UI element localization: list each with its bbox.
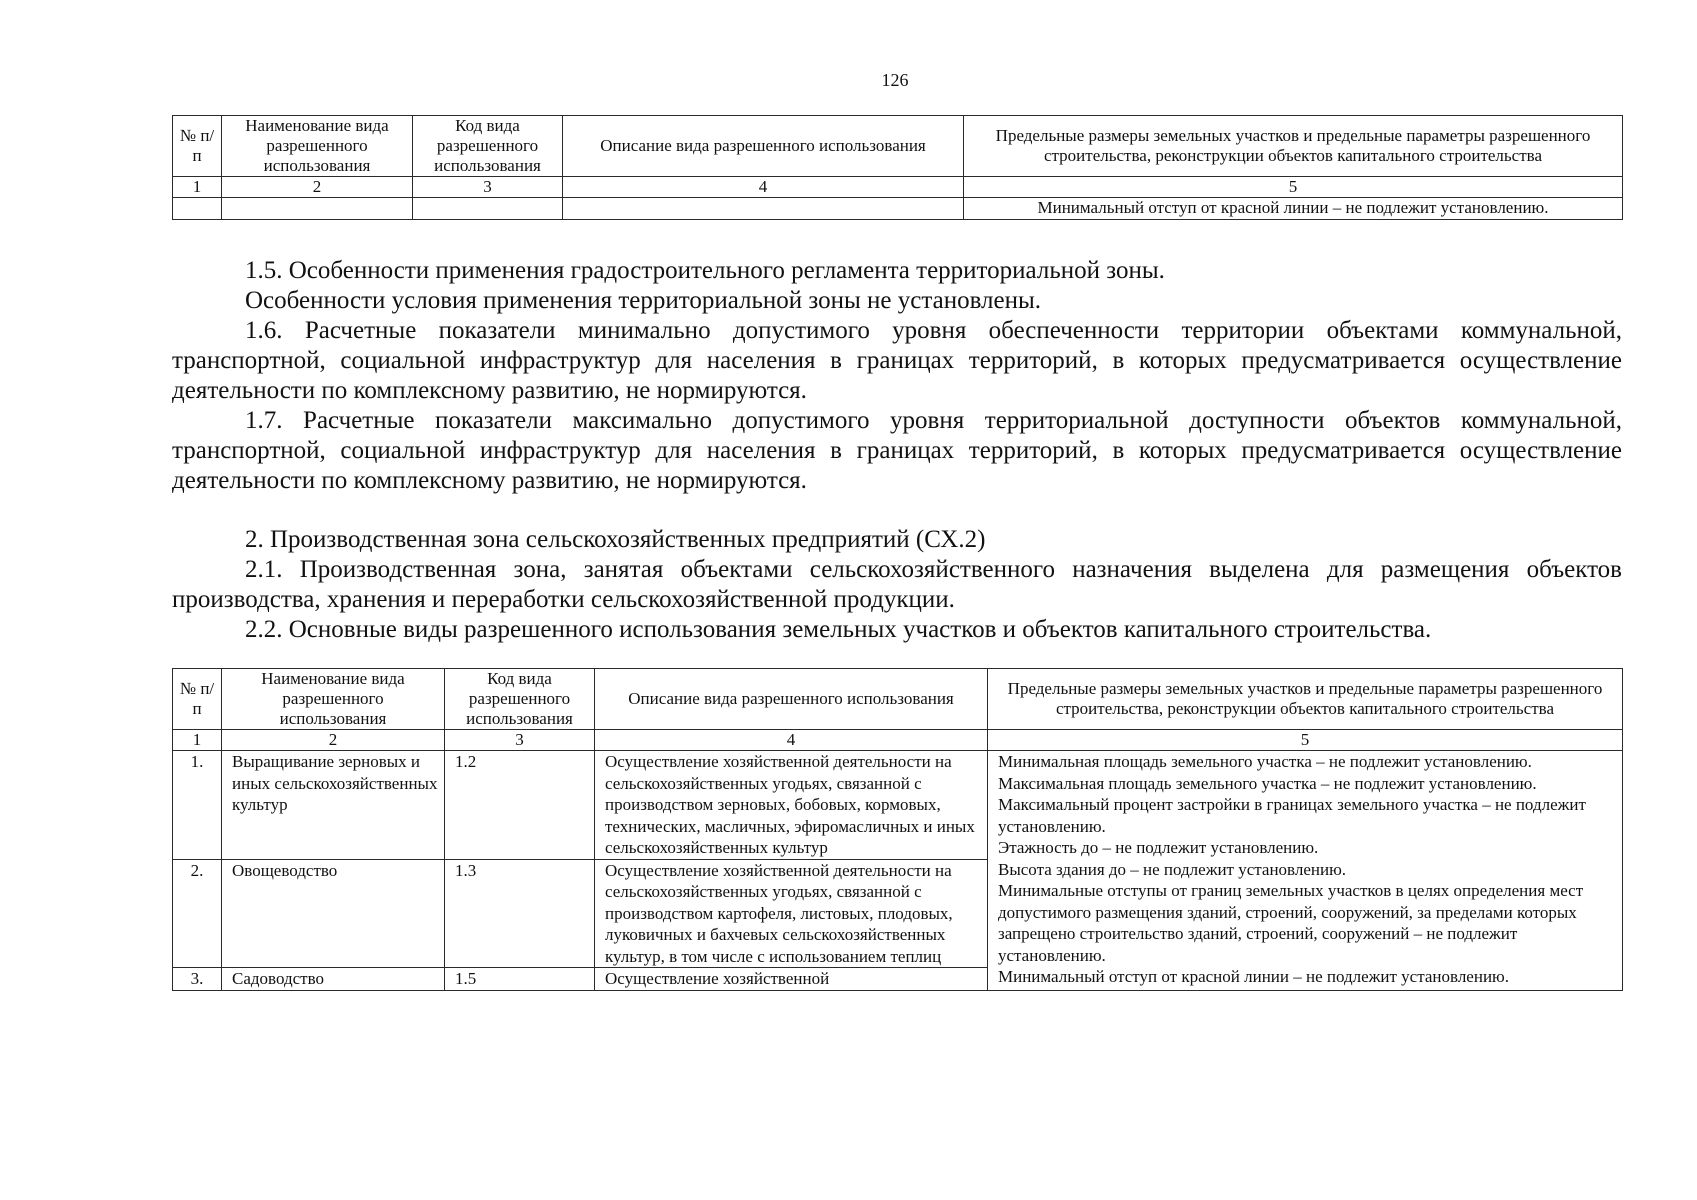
permitted-use-table-sx2 — [172, 668, 1623, 991]
limit-line: Этажность до – не подлежит установлению. — [998, 838, 1319, 857]
paragraph-1-5-heading: 1.5. Особенности применения градостроительного регламента территориальной зоны. — [245, 257, 1165, 284]
table-header-row — [173, 669, 1623, 730]
column-number: 2 — [222, 177, 413, 198]
row-use-code: 1.2 — [445, 751, 595, 860]
table-row — [173, 198, 1623, 220]
header-limits: Предельные размеры земельных участков и предельные параметры разрешенного строительства, реконструкции объектов капитального строительства — [988, 669, 1623, 730]
paragraph-1-5-text: Особенности условия применения территориальной зоны не установлены. — [245, 287, 1042, 314]
section-2-heading: 2. Производственная зона сельскохозяйственных предприятий (СХ.2) — [245, 526, 986, 553]
column-number-row — [173, 730, 1623, 751]
column-number-row — [173, 177, 1623, 198]
header-use-name: Наименование вида разрешенного использования — [222, 669, 445, 730]
paragraph-1-7: 1.7. Расчетные показатели максимально допустимого уровня территориальной доступности объектов коммунальной, транспортной, социальной инфраструктур для населения в границах территорий, в которых предусматривается осуществление деятельности по комплексному развитию, не нормируются. — [172, 407, 1622, 494]
row-use-name: Выращивание зерновых и иных сельскохозяйственных культур — [222, 751, 445, 860]
paragraph-1-6: 1.6. Расчетные показатели минимально допустимого уровня обеспеченности территории объектами коммунальной, транспортной, социальной инфраструктур для населения в границах территорий, в которых предусматривается осуществление деятельности по комплексному развитию, не нормируются. — [172, 317, 1622, 404]
header-use-name: Наименование вида разрешенного использования — [222, 116, 413, 177]
row-limits: Минимальный отступ от красной линии – не подлежит установлению. — [964, 198, 1623, 220]
table-row — [173, 751, 1623, 860]
header-use-code: Код вида разрешенного использования — [413, 116, 563, 177]
header-use-code: Код вида разрешенного использования — [445, 669, 595, 730]
row-num: 2. — [173, 859, 222, 968]
paragraph-2-2: 2.2. Основные виды разрешенного использования земельных участков и объектов капитального строительства. — [245, 616, 1432, 643]
row-num: 1. — [173, 751, 222, 860]
row-use-name — [222, 198, 413, 220]
limit-line: Максимальная площадь земельного участка – не подлежит установлению. — [998, 773, 1537, 793]
row-num — [173, 198, 222, 220]
row-use-code: 1.3 — [445, 859, 595, 968]
section-2-text — [172, 525, 1622, 645]
column-number: 5 — [988, 730, 1623, 751]
header-use-description: Описание вида разрешенного использования — [563, 116, 964, 177]
row-use-description — [563, 198, 964, 220]
header-use-description: Описание вида разрешенного использования — [595, 669, 988, 730]
row-use-description: Осуществление хозяйственной деятельности на сельскохозяйственных угодьях, связанной с производством картофеля, листовых, плодовых, луковичных и бахчевых сельскохозяйственных культур, в том числе с использованием теплиц — [595, 859, 988, 968]
column-number: 4 — [595, 730, 988, 751]
row-use-name: Садоводство — [222, 968, 445, 991]
paragraph-2-1: 2.1. Производственная зона, занятая объектами сельскохозяйственного назначения выделена для размещения объектов производства, хранения и переработки сельскохозяйственной продукции. — [172, 556, 1622, 613]
limit-line: Максимальный процент застройки в границах земельного участка – не подлежит установлению. — [998, 795, 1586, 836]
column-number: 5 — [964, 177, 1623, 198]
row-use-name: Овощеводство — [222, 859, 445, 968]
page-number: 126 — [881, 70, 909, 90]
column-number: 4 — [563, 177, 964, 198]
row-limits-shared — [988, 751, 1623, 991]
row-num: 3. — [173, 968, 222, 991]
column-number: 1 — [173, 177, 222, 198]
column-number: 1 — [173, 730, 222, 751]
permitted-use-table-continued — [172, 115, 1623, 220]
column-number: 2 — [222, 730, 445, 751]
header-num: № п/п — [173, 669, 222, 730]
row-use-code: 1.5 — [445, 968, 595, 991]
limit-line: Высота здания до – не подлежит установлению. — [998, 859, 1347, 879]
header-limits: Предельные размеры земельных участков и предельные параметры разрешенного строительства, реконструкции объектов капитального строительства — [964, 116, 1623, 177]
limit-line: Минимальные отступы от границ земельных участков в целях определения мест допустимого размещения зданий, строений, сооружений, за пределами которых запрещено строительство зданий, строений, сооружений – не подлежит установлению. — [998, 881, 1584, 965]
limit-line: Минимальный отступ от красной линии – не подлежит установлению. — [998, 967, 1509, 986]
row-use-description: Осуществление хозяйственной деятельности на сельскохозяйственных угодьях, связанной с производством зерновых, бобовых, кормовых, технических, масличных, эфиромасличных и иных сельскохозяйственных культур — [595, 751, 988, 860]
section-1-text — [172, 256, 1622, 496]
table-header-row — [173, 116, 1623, 177]
row-use-description: Осуществление хозяйственной — [595, 968, 988, 991]
header-num: № п/п — [173, 116, 222, 177]
row-use-code — [413, 198, 563, 220]
limit-line: Минимальная площадь земельного участка – не подлежит установлению. — [998, 752, 1532, 771]
column-number: 3 — [413, 177, 563, 198]
column-number: 3 — [445, 730, 595, 751]
